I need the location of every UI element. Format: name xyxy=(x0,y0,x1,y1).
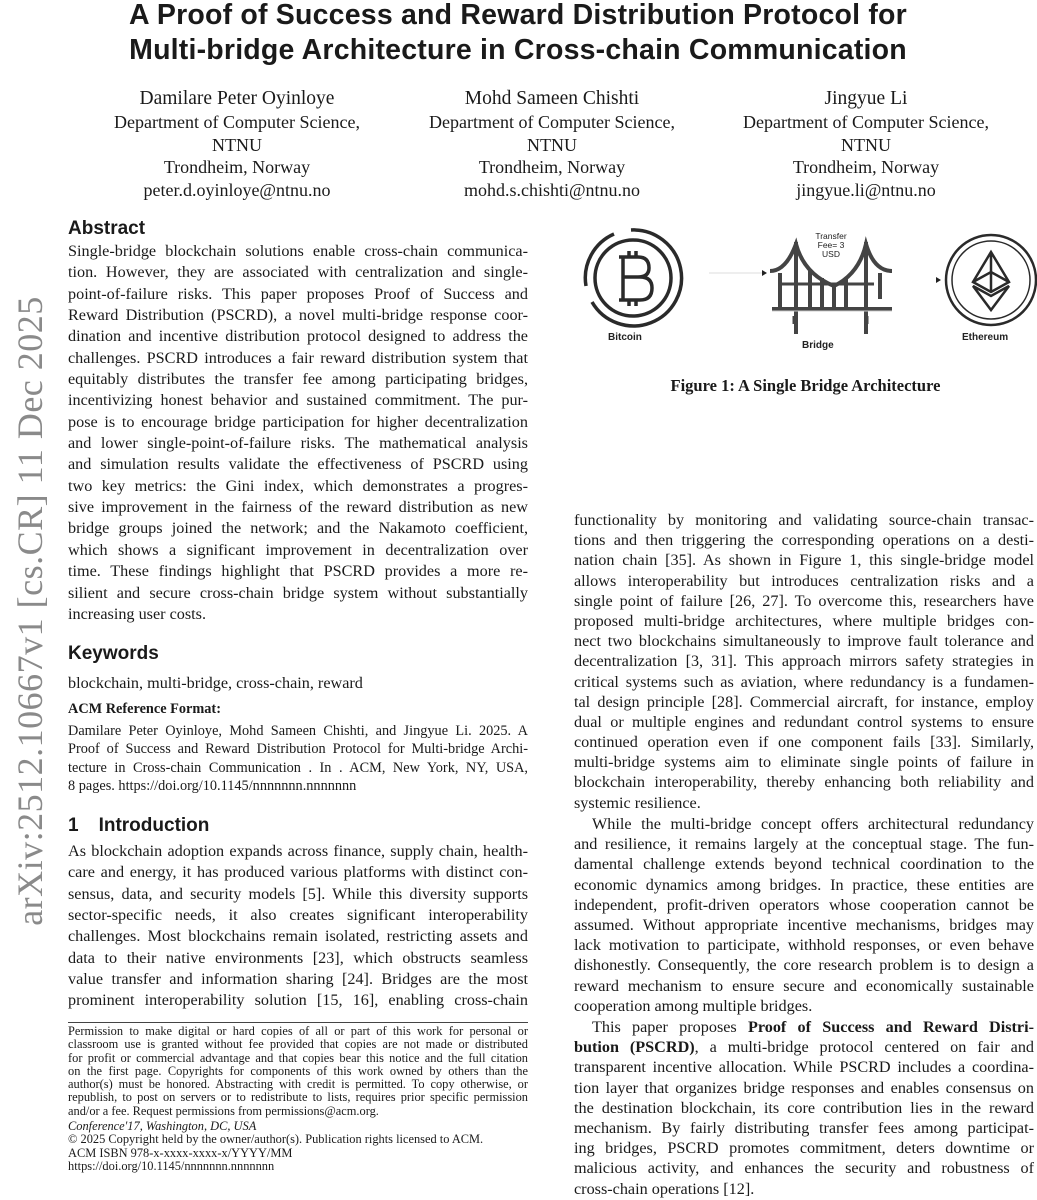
text-line: Single-bridge blockchain solutions enable cross-chain communica- xyxy=(68,242,528,260)
author-org: NTNU xyxy=(840,134,891,155)
paper-title-line-2: Multi-bridge Architecture in Cross-chain Communication xyxy=(129,34,907,66)
text-line: While the multi-bridge concept offers architectural redundancy xyxy=(592,815,1034,833)
footnote-isbn: ACM ISBN 978-x-xxxx-xxxx-x/YYYY/MM xyxy=(68,1145,293,1160)
text-line: transparent incentive allocation. While PSCRD includes a coordina- xyxy=(574,1058,1034,1077)
text-line: tecture in Cross-chain Communication . In . ACM, New York, NY, USA, xyxy=(68,759,528,776)
keywords-heading: Keywords xyxy=(68,643,159,664)
text-line: decentralization [3, 31]. This approach mirrors safety strategies in xyxy=(574,652,1034,671)
text-line: sector-specific needs, it also creates significant interoperability xyxy=(68,906,528,925)
footnote-permission xyxy=(68,1025,528,1118)
text-line: allows interoperability but introduces centralization risks and a xyxy=(574,571,1034,590)
author-name: Jingyue Li xyxy=(824,88,908,109)
text-line: and simulation results validate the effectiveness of PSCRD using xyxy=(68,455,528,474)
text-line: pose is to encourage bridge participation for higher decentralization xyxy=(68,412,528,431)
text-line: republish, to post on servers or to redistribute to lists, requires prior specific permission xyxy=(68,1091,528,1105)
text-line: independent, profit-driven operators whose cooperation cannot be xyxy=(574,895,1034,914)
author-dept: Department of Computer Science, xyxy=(743,111,989,132)
text-line: cross-chain operations [12]. xyxy=(574,1179,755,1198)
footnote-copyright: © 2025 Copyright held by the owner/author(s). Publication rights licensed to ACM. xyxy=(68,1132,484,1147)
arrow-head-icon xyxy=(936,277,941,283)
text-line: author(s) must be honored. Abstracting with credit is permitted. To copy otherwise, or xyxy=(68,1078,528,1092)
text-line xyxy=(574,1037,1034,1057)
text-line: data to their native environments [23], which obstructs seamless xyxy=(68,948,528,967)
text-line: and lower single-point-of-failure risks. The mathematical analysis xyxy=(68,434,528,453)
text-line: multi-bridge systems aim to eliminate single points of failure in xyxy=(574,753,1034,772)
fee-label-line: Transfer xyxy=(815,231,847,241)
text-segment: , a multi-bridge protocol centered on fair and xyxy=(694,1038,1034,1057)
text-line: time. These findings highlight that PSCRD provides a more re- xyxy=(68,562,528,581)
author-org: NTNU xyxy=(526,134,577,155)
text-line: sensus, data, and security models [5]. While this diversity supports xyxy=(68,884,528,903)
text-line: challenges. Most blockchains remain isolated, restricting assets and xyxy=(68,927,528,946)
abstract-body xyxy=(68,241,528,625)
introduction-body xyxy=(68,841,528,1012)
text-line: economic dynamics among bridges. In practice, these entities are xyxy=(574,875,1034,894)
text-line: cooperation among multiple bridges. xyxy=(574,996,813,1015)
bold-text: bution (PSCRD) xyxy=(574,1038,695,1057)
text-line: single point of failure [26, 27]. To overcome this, researchers have xyxy=(574,591,1034,610)
text-line: and resilience, it remains largely at the conceptual stage. The fun- xyxy=(574,835,1034,854)
text-line: dual or multiple engines and redundant control systems to ensure xyxy=(574,712,1034,731)
ethereum-label: Ethereum xyxy=(962,332,1009,343)
text-line: tion. However, they are associated with centralization and single- xyxy=(68,263,528,282)
text-line: mechanism. By fairly distributing transfer fees among participat- xyxy=(574,1118,1034,1137)
paper-title-line-1: A Proof of Success and Reward Distribution Protocol for xyxy=(129,0,907,31)
text-line: systemic resilience. xyxy=(574,793,701,812)
text-line: the destination blockchain, its core contribution lies in the reward xyxy=(574,1098,1034,1117)
text-line: continued operation even if one component fails [33]. Similarly, xyxy=(574,733,1034,752)
section-number: 1 xyxy=(68,815,79,836)
author-email[interactable]: mohd.s.chishti@ntnu.no xyxy=(463,180,641,201)
fee-label-line: USD xyxy=(822,249,840,259)
text-line: dishonestly. Consequently, the core research problem is to design a xyxy=(574,956,1034,975)
text-line: nation chain [35]. As shown in Figure 1, this single-bridge model xyxy=(574,551,1034,570)
figure-caption: Figure 1: A Single Bridge Architecture xyxy=(670,376,941,395)
text-line: assumed. Without appropriate incentive mechanisms, bridges may xyxy=(574,915,1034,934)
transfer-fee-label xyxy=(794,232,868,259)
footnote-conference: Conference'17, Washington, DC, USA xyxy=(68,1119,257,1133)
author-block xyxy=(429,88,675,202)
text-line: functionality by monitoring and validating source-chain transac- xyxy=(574,511,1034,529)
text-line: tions and then triggering the corresponding operations on a desti- xyxy=(574,531,1034,550)
text-line: ing bridges, PSCRD promotes commitment, deters downtime or xyxy=(574,1139,1034,1158)
intro-paragraph xyxy=(574,814,1034,1016)
text-line: proposed multi-bridge architectures, where multiple bridges con- xyxy=(574,611,1034,630)
bitcoin-label: Bitcoin xyxy=(608,332,642,343)
footnote-doi[interactable]: https://doi.org/10.1145/nnnnnnn.nnnnnnn xyxy=(68,1158,275,1173)
figure-1 xyxy=(574,224,1037,364)
text-line: value transfer and information sharing [24]. Bridges are the most xyxy=(68,970,528,989)
text-line: nect two blockchains simultaneously to improve fault tolerance and xyxy=(574,632,1034,651)
text-line: dination and incentive distribution protocol designed to address the xyxy=(68,327,528,346)
author-email[interactable]: peter.d.oyinloye@ntnu.no xyxy=(143,180,331,201)
bridge-label: Bridge xyxy=(802,340,834,351)
arrow-head-icon xyxy=(762,270,767,276)
text-line: which shows a significant improvement in decentralization over xyxy=(68,540,528,559)
text-line: point-of-failure risks. This paper proposes Proof of Success and xyxy=(68,284,528,303)
text-line: blockchain interoperability, thereby enhancing both reliability and xyxy=(574,773,1034,792)
text-line: tal design principle [28]. Commercial aircraft, for instance, employ xyxy=(574,692,1034,711)
author-location: Trondheim, Norway xyxy=(792,157,940,178)
author-email[interactable]: jingyue.li@ntnu.no xyxy=(796,180,936,201)
text-segment: This paper proposes xyxy=(592,1018,748,1036)
section-title: Introduction xyxy=(98,815,210,836)
author-name: Damilare Peter Oyinloye xyxy=(139,88,335,109)
text-line: 8 pages. https://doi.org/10.1145/nnnnnnn.nnnnnnn xyxy=(68,778,357,795)
author-block xyxy=(743,88,989,202)
bitcoin-icon xyxy=(585,230,681,326)
text-line: damental challenge extends beyond technical coordination to the xyxy=(574,855,1034,874)
text-line: two key metrics: the Gini index, which demonstrates a progres- xyxy=(68,476,528,495)
acm-reference-heading: ACM Reference Format: xyxy=(68,701,221,717)
bold-text: Proof of Success and Reward Distri- xyxy=(747,1018,1034,1036)
text-line: care and energy, it has produced various platforms with distinct con- xyxy=(68,863,528,882)
text-line: lack motivation to participate, withhold responses, or even behave xyxy=(574,936,1034,955)
acm-reference-body xyxy=(68,722,528,796)
text-line: Damilare Peter Oyinloye, Mohd Sameen Chishti, and Jingyue Li. 2025. A xyxy=(68,723,528,739)
text-line: As blockchain adoption expands across finance, supply chain, health- xyxy=(68,842,528,860)
footnote-meta xyxy=(68,1120,528,1173)
text-line: on the first page. Copyrights for components of this work owned by others than the xyxy=(68,1064,528,1078)
text-line: bridge groups joined the network; and the Nakamoto coefficient, xyxy=(68,519,528,538)
text-line: malicious activity, and enhances the security and robustness of xyxy=(574,1159,1034,1178)
author-block xyxy=(114,88,360,202)
author-name: Mohd Sameen Chishti xyxy=(464,88,640,109)
ethereum-icon xyxy=(946,235,1036,325)
keywords-text: blockchain, multi-bridge, cross-chain, reward xyxy=(68,674,363,692)
text-line: for profit or commercial advantage and that copies bear this notice and the full citation xyxy=(68,1051,528,1065)
text-line: Reward Distribution (PSCRD), a novel multi-bridge response coor- xyxy=(68,306,528,325)
text-line: challenges. PSCRD introduces a fair reward distribution system that xyxy=(68,348,528,367)
intro-paragraph xyxy=(574,1017,1034,1199)
text-line: sive improvement in the fairness of the reward distribution as new xyxy=(68,498,528,517)
text-line: tion layer that organizes bridge responses and enables consensus on xyxy=(574,1078,1034,1097)
arxiv-stamp: arXiv:2512.10667v1 [cs.CR] 11 Dec 2025 xyxy=(10,296,50,926)
text-line: reward mechanism to ensure secure and economically sustainable xyxy=(574,976,1034,995)
text-line: Permission to make digital or hard copies of all or part of this work for personal or xyxy=(68,1025,528,1038)
text-line: Proof of Success and Reward Distribution Protocol for Multi-bridge Archi- xyxy=(68,741,528,758)
author-dept: Department of Computer Science, xyxy=(114,111,360,132)
text-line: and/or a fee. Request permissions from permissions@acm.org. xyxy=(68,1104,379,1118)
text-line: critical systems such as aviation, where redundancy is a fundamen- xyxy=(574,672,1034,691)
author-org: NTNU xyxy=(211,134,262,155)
text-line: incentivizing honest behavior and sustained commitment. The pur- xyxy=(68,391,528,410)
intro-paragraph xyxy=(574,510,1034,813)
footnote-rule xyxy=(68,1022,528,1023)
fee-label-line: Fee= 3 xyxy=(817,240,845,250)
text-line xyxy=(574,1017,1034,1037)
text-line: classroom use is granted without fee provided that copies are not made or distributed xyxy=(68,1038,528,1052)
text-line: increasing user costs. xyxy=(68,604,207,623)
author-location: Trondheim, Norway xyxy=(163,157,311,178)
text-line: equitably distributes the transfer fee among participating bridges, xyxy=(68,370,528,389)
text-line: silient and secure cross-chain bridge system without substantially xyxy=(68,583,528,602)
section-heading xyxy=(68,815,209,837)
author-dept: Department of Computer Science, xyxy=(429,111,675,132)
author-location: Trondheim, Norway xyxy=(478,157,626,178)
text-line: prominent interoperability solution [15, 16], enabling cross-chain xyxy=(68,991,528,1010)
abstract-heading: Abstract xyxy=(68,218,146,239)
